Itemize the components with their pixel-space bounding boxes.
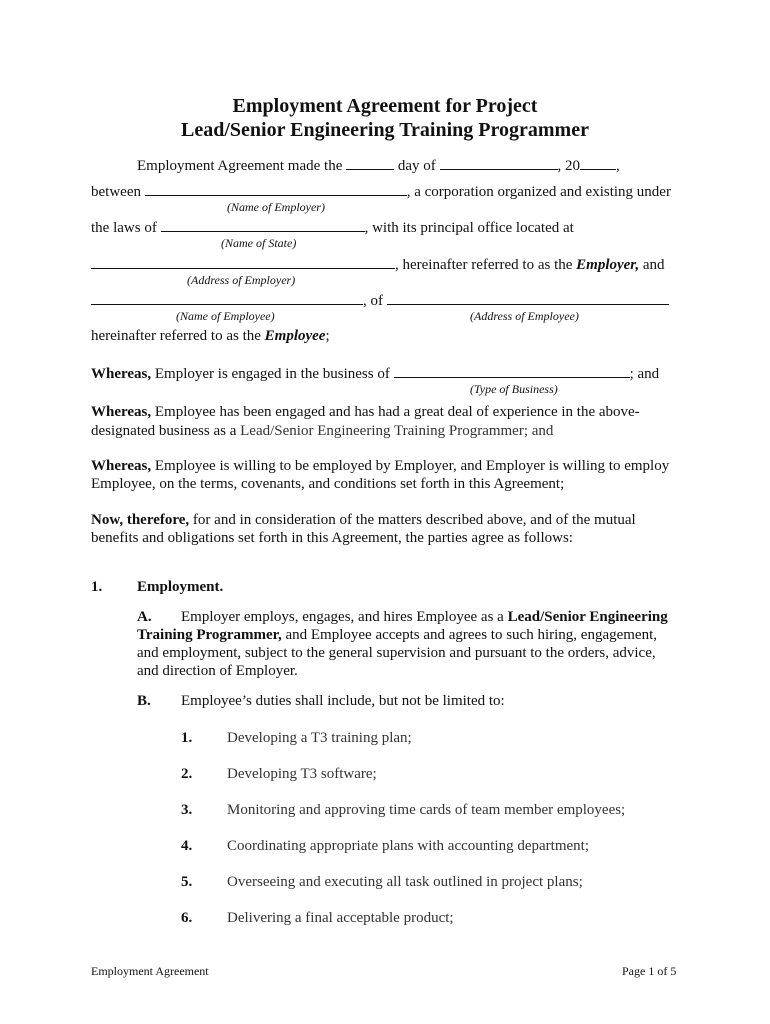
intro-line-1: Employment Agreement made the day of , 20 , [137, 158, 620, 174]
state-blank[interactable] [161, 218, 365, 232]
now-therefore-line-1: Now, therefore, for and in consideration of the matters described above, and of the mutual [91, 512, 636, 528]
whereas-2-line-1: Whereas, Employee has been engaged and has had a great deal of experience in the above- [91, 404, 640, 420]
duty-item: Coordinating appropriate plans with accounting department; [227, 838, 589, 854]
caption-state: (Name of State) [221, 236, 297, 250]
duty-number: 6. [181, 910, 193, 926]
duty-number: 1. [181, 730, 193, 746]
caption-employee: (Name of Employee) [176, 309, 275, 323]
business-type-blank[interactable] [394, 364, 630, 378]
clause-b-text: Employee’s duties shall include, but not be limited to: [181, 693, 505, 709]
duty-item: Developing a T3 training plan; [227, 730, 412, 746]
clause-a-line-4: and direction of Employer. [137, 663, 298, 679]
duty-item: Monitoring and approving time cards of team member employees; [227, 802, 626, 818]
intro-line-6: hereinafter referred to as the Employee; [91, 328, 330, 344]
employee-name-blank[interactable] [91, 291, 363, 305]
intro-line-5: , of [91, 291, 669, 310]
employer-name-blank[interactable] [145, 182, 407, 196]
whereas-1: Whereas, Employer is engaged in the business of ; and [91, 366, 660, 382]
footer-title: Employment Agreement [91, 964, 209, 978]
clause-a-line-2: Training Programmer, and Employee accepts and agrees to such hiring, engagement, [137, 627, 657, 643]
clause-a-label: A. [137, 609, 152, 625]
title-line-2: Lead/Senior Engineering Training Programmer [181, 119, 589, 141]
employer-address-blank[interactable] [91, 255, 395, 269]
section-1-title: Employment. [137, 579, 224, 595]
clause-a-line-1: Employer employs, engages, and hires Employee as a Lead/Senior Engineering [181, 609, 668, 625]
duty-item: Overseeing and executing all task outlined in project plans; [227, 874, 583, 890]
caption-employer: (Name of Employer) [227, 200, 325, 214]
duty-number: 5. [181, 874, 193, 890]
now-therefore-line-2: benefits and obligations set forth in this Agreement, the parties agree as follows: [91, 530, 573, 546]
footer-page-number: Page 1 of 5 [622, 964, 677, 978]
intro-line-3: the laws of , with its principal office located at [91, 220, 574, 236]
title-line-1: Employment Agreement for Project [232, 95, 538, 117]
intro-line-2: between , a corporation organized and existing under [91, 184, 671, 200]
duty-item: Delivering a final acceptable product; [227, 910, 454, 926]
caption-address-employer: (Address of Employer) [187, 273, 296, 287]
clause-b-label: B. [137, 693, 151, 709]
duty-number: 4. [181, 838, 193, 854]
clause-a-line-3: and employment, subject to the general supervision and pursuant to the orders, advice, [137, 645, 656, 661]
section-1-number: 1. [91, 579, 103, 595]
duty-number: 2. [181, 766, 193, 782]
intro-line-4: , hereinafter referred to as the Employer, and [91, 255, 665, 274]
duty-number: 3. [181, 802, 193, 818]
month-blank[interactable] [440, 156, 558, 170]
day-blank[interactable] [346, 156, 394, 170]
whereas-3-line-2: Employee, on the terms, covenants, and conditions set forth in this Agreement; [91, 476, 565, 492]
employee-address-blank[interactable] [387, 291, 669, 305]
duty-item: Developing T3 software; [227, 766, 377, 782]
year-blank[interactable] [580, 156, 616, 170]
whereas-2-line-2: designated business as a Lead/Senior Engineering Training Programmer; and [91, 423, 554, 439]
caption-address-employee: (Address of Employee) [470, 309, 579, 323]
whereas-3-line-1: Whereas, Employee is willing to be employed by Employer, and Employer is willing to employ [91, 458, 670, 474]
caption-business: (Type of Business) [470, 382, 558, 396]
